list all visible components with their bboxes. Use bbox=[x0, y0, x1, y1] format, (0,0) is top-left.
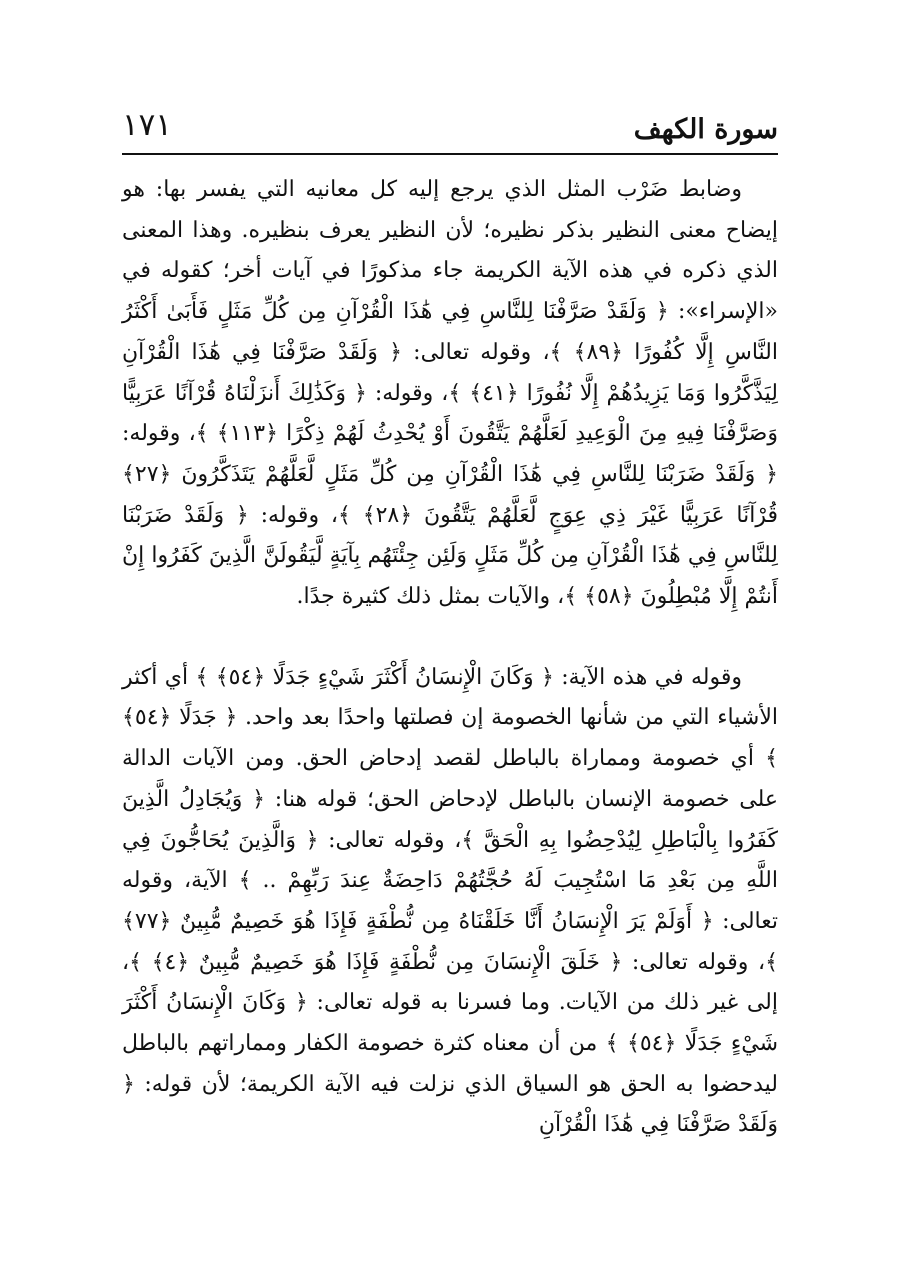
page-body bbox=[122, 170, 778, 1146]
surah-title: سورة الكهف bbox=[633, 114, 778, 145]
header-divider bbox=[122, 153, 778, 155]
paragraph-dispute: وقوله في هذه الآية: ﴿ وَكَانَ الْإِنسَانُ أَكْثَرَ شَيْءٍ جَدَلًا ﴿٥٤﴾ ﴾ أي أكثر الأشياء التي من شأنها الخصومة إن فصلتها واحدًا بعد واحد. ﴿ جَدَلًا ﴿٥٤﴾ ﴾ أي خصومة ومماراة بالباطل لقصد إدحاض الحق. ومن الآيات الدالة على خصومة الإنسان بالباطل لإدحاض الحق؛ قوله هنا: ﴿ وَيُجَادِلُ الَّذِينَ كَفَرُوا بِالْبَاطِلِ لِيُدْحِضُوا بِهِ الْحَقَّ ﴾، وقوله تعالى: ﴿ وَالَّذِينَ يُحَاجُّونَ فِي اللَّهِ مِن بَعْدِ مَا اسْتُجِيبَ لَهُ حُجَّتُهُمْ دَاحِضَةٌ عِندَ رَبِّهِمْ .. ﴾ الآية، وقوله تعالى: ﴿ أَوَلَمْ يَرَ الْإِنسَانُ أَنَّا خَلَقْنَاهُ مِن نُّطْفَةٍ فَإِذَا هُوَ خَصِيمٌ مُّبِينٌ ﴿٧٧﴾ ﴾، وقوله تعالى: ﴿ خَلَقَ الْإِنسَانَ مِن نُّطْفَةٍ فَإِذَا هُوَ خَصِيمٌ مُّبِينٌ ﴿٤﴾ ﴾، إلى غير ذلك من الآيات. وما فسرنا به قوله تعالى: ﴿ وَكَانَ الْإِنسَانُ أَكْثَرَ شَيْءٍ جَدَلًا ﴿٥٤﴾ ﴾ من أن معناه كثرة خصومة الكفار ومماراتهم بالباطل ليدحضوا به الحق هو السياق الذي نزلت فيه الآية الكريمة؛ لأن قوله: ﴿ وَلَقَدْ صَرَّفْنَا فِي هَٰذَا الْقُرْآنِ bbox=[122, 664, 779, 1138]
page-number: ١٧١ bbox=[122, 107, 172, 143]
paragraph-parables: وضابط ضَرْب المثل الذي يرجع إليه كل معانيه التي يفسر بها: هو إيضاح معنى النظير بذكر نظيره؛ لأن النظير يعرف بنظيره. وهذا المعنى الذي ذكره في هذه الآية الكريمة جاء مذكورًا في آيات أخر؛ كقوله في «الإسراء»: ﴿ وَلَقَدْ صَرَّفْنَا لِلنَّاسِ فِي هَٰذَا الْقُرْآنِ مِن كُلِّ مَثَلٍ فَأَبَىٰ أَكْثَرُ النَّاسِ إِلَّا كُفُورًا ﴿٨٩﴾ ﴾، وقوله تعالى: ﴿ وَلَقَدْ صَرَّفْنَا فِي هَٰذَا الْقُرْآنِ لِيَذَّكَّرُوا وَمَا يَزِيدُهُمْ إِلَّا نُفُورًا ﴿٤١﴾ ﴾، وقوله: ﴿ وَكَذَٰلِكَ أَنزَلْنَاهُ قُرْآنًا عَرَبِيًّا وَصَرَّفْنَا فِيهِ مِنَ الْوَعِيدِ لَعَلَّهُمْ يَتَّقُونَ أَوْ يُحْدِثُ لَهُمْ ذِكْرًا ﴿١١٣﴾ ﴾، وقوله: ﴿ وَلَقَدْ ضَرَبْنَا لِلنَّاسِ فِي هَٰذَا الْقُرْآنِ مِن كُلِّ مَثَلٍ لَّعَلَّهُمْ يَتَذَكَّرُونَ ﴿٢٧﴾ قُرْآنًا عَرَبِيًّا غَيْرَ ذِي عِوَجٍ لَّعَلَّهُمْ يَتَّقُونَ ﴿٢٨﴾ ﴾، وقوله: ﴿ وَلَقَدْ ضَرَبْنَا لِلنَّاسِ فِي هَٰذَا الْقُرْآنِ مِن كُلِّ مَثَلٍ وَلَئِن جِئْتَهُم بِآيَةٍ لَّيَقُولَنَّ الَّذِينَ كَفَرُوا إِنْ أَنتُمْ إِلَّا مُبْطِلُونَ ﴿٥٨﴾ ﴾، والآيات بمثل ذلك كثيرة جدًا. bbox=[122, 177, 778, 610]
page-header bbox=[122, 104, 778, 150]
